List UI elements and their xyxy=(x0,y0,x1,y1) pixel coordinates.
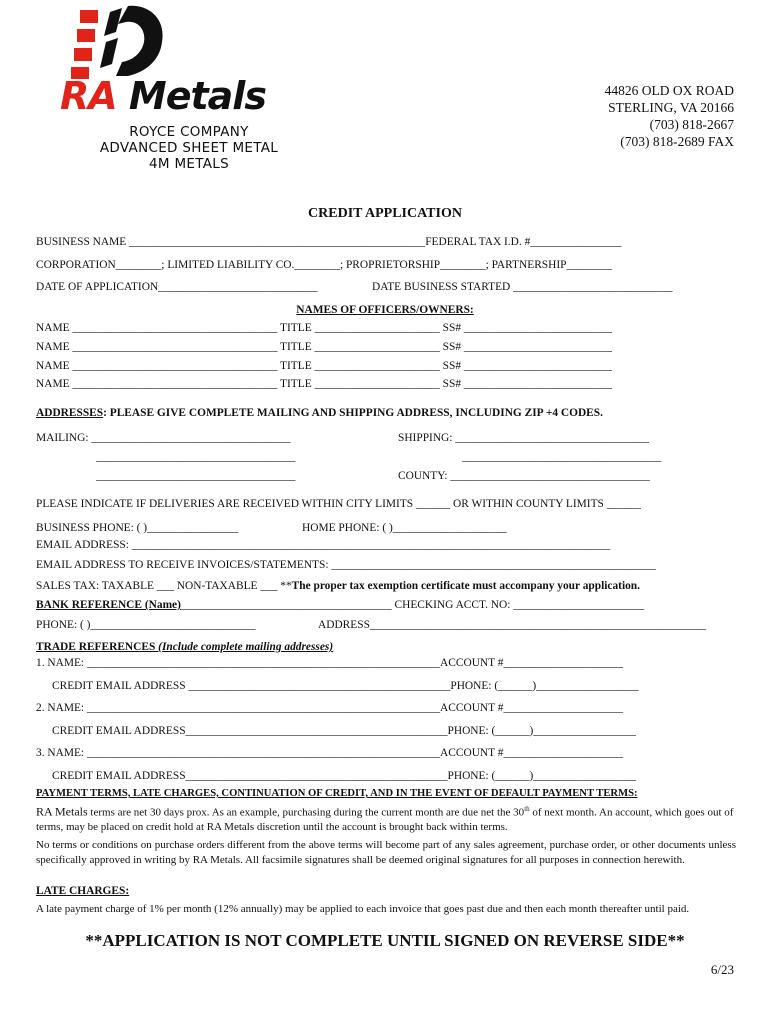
shipping-address-line-2[interactable]: ___________________________________ xyxy=(462,451,662,463)
logo-metals: Metals xyxy=(116,74,266,118)
form-title: CREDIT APPLICATION xyxy=(308,206,462,221)
officer-row[interactable]: NAME ____________________________________ TITLE ______________________ SS# __________________________ xyxy=(36,360,612,372)
address-city: STERLING, VA 20166 xyxy=(608,100,734,115)
bank-reference-label: BANK REFERENCE (Name) xyxy=(36,599,181,611)
terms-text-a: terms are net 30 days prox. As an example, purchasing during the current month are due net the 30 xyxy=(87,806,525,819)
county-line[interactable]: COUNTY: ___________________________________ xyxy=(398,470,650,482)
addresses-heading-rest: : PLEASE GIVE COMPLETE MAILING AND SHIPPING ADDRESS, INCLUDING ZIP +4 CODES. xyxy=(103,407,603,419)
business-type-line[interactable]: CORPORATION________; LIMITED LIABILITY CO.________; PROPRIETORSHIP________; PARTNERSHIP________ xyxy=(36,259,613,271)
trade-ref-name-line[interactable]: 3. NAME: ______________________________________________________________ACCOUNT #_____________________ xyxy=(36,747,624,759)
purchase-order-terms-paragraph: No terms or conditions on purchase orders different from the above terms will become part of any sales agreement, purchase order, or other documents unless specifically approved in writing by RA Metals. All facsimile signatures shall be deemed original signatures for all purposes in connection herewith. xyxy=(36,839,736,866)
terms-company: RA Metals xyxy=(36,804,88,819)
officer-row[interactable]: NAME ____________________________________ TITLE ______________________ SS# __________________________ xyxy=(36,322,612,334)
terms-text-b: of next month. An account, which goes out of terms, may be placed on credit hold at RA Metals discretion until the account is brought back within terms. xyxy=(36,806,734,834)
date-of-application-line[interactable]: DATE OF APPLICATION____________________________ xyxy=(36,281,318,293)
addresses-heading-bold: ADDRESSES xyxy=(36,407,104,419)
logo-emblem-icon xyxy=(70,2,170,80)
delivery-limits-line[interactable]: PLEASE INDICATE IF DELIVERIES ARE RECEIVED WITHIN CITY LIMITS ______ OR WITHIN COUNTY LIMITS ______ xyxy=(36,498,641,510)
trade-references-heading xyxy=(36,641,333,653)
shipping-address-line[interactable]: SHIPPING: __________________________________ xyxy=(398,432,649,444)
mailing-address-line[interactable]: MAILING: ___________________________________ xyxy=(36,432,291,444)
address-phone: (703) 818-2667 xyxy=(649,117,734,132)
trade-heading-text: TRADE REFERENCES xyxy=(36,641,156,653)
officers-heading: NAMES OF OFFICERS/OWNERS: xyxy=(296,304,474,316)
email-address-line[interactable]: EMAIL ADDRESS: ____________________________________________________________________________________ xyxy=(36,539,611,551)
addresses-heading xyxy=(36,407,603,419)
affiliate-royce: ROYCE COMPANY xyxy=(129,124,249,140)
trade-heading-note: (Include complete mailing addresses) xyxy=(155,641,334,653)
mailing-address-line-2[interactable]: ___________________________________ xyxy=(96,451,296,463)
sales-tax-note: The proper tax exemption certificate must accompany your application. xyxy=(291,580,640,592)
mailing-address-line-3[interactable]: ___________________________________ xyxy=(96,470,296,482)
logo-ra: RA xyxy=(60,74,117,118)
trade-ref-email-line[interactable]: CREDIT EMAIL ADDRESS ______________________________________________PHONE: (______)__________________ xyxy=(52,680,639,692)
sales-tax-line[interactable] xyxy=(36,580,640,592)
bank-phone-line[interactable]: PHONE: ( )_____________________________ xyxy=(36,619,256,631)
company-address xyxy=(534,82,734,150)
trade-ref-name-line[interactable]: 1. NAME: ______________________________________________________________ACCOUNT #_____________________ xyxy=(36,657,624,669)
affiliate-list xyxy=(54,124,324,172)
payment-terms-paragraph xyxy=(36,802,736,835)
payment-terms-heading: PAYMENT TERMS, LATE CHARGES, CONTINUATION OF CREDIT, AND IN THE EVENT OF DEFAULT PAYMENT TERMS: xyxy=(36,788,638,799)
signature-notice: **APPLICATION IS NOT COMPLETE UNTIL SIGNED ON REVERSE SIDE** xyxy=(85,931,685,950)
company-logo xyxy=(58,2,338,182)
trade-ref-name-line[interactable]: 2. NAME: ______________________________________________________________ACCOUNT #_____________________ xyxy=(36,702,624,714)
late-charges-paragraph: A late payment charge of 1% per month (12% annually) may be applied to each invoice that goes past due and then each month thereafter until paid. xyxy=(36,903,690,915)
officer-row[interactable]: NAME ____________________________________ TITLE ______________________ SS# __________________________ xyxy=(36,378,612,390)
bank-reference-line[interactable] xyxy=(36,599,644,611)
terms-sup: th xyxy=(524,805,530,813)
date-business-started-line[interactable]: DATE BUSINESS STARTED ____________________________ xyxy=(372,281,673,293)
bank-reference-blanks: _____________________________________ CHECKING ACCT. NO: _______________________ xyxy=(180,599,645,611)
affiliate-advanced: ADVANCED SHEET METAL xyxy=(99,140,279,156)
late-charges-heading: LATE CHARGES: xyxy=(36,885,130,897)
address-fax: (703) 818-2689 FAX xyxy=(620,134,734,149)
home-phone-line[interactable]: HOME PHONE: ( )____________________ xyxy=(302,522,507,534)
trade-ref-email-line[interactable]: CREDIT EMAIL ADDRESS______________________________________________PHONE: (______)__________________ xyxy=(52,725,636,737)
business-phone-line[interactable]: BUSINESS PHONE: ( )________________ xyxy=(36,522,239,534)
form-version: 6/23 xyxy=(710,962,734,977)
business-name-line[interactable]: BUSINESS NAME ____________________________________________________FEDERAL TAX I.D. #________________ xyxy=(36,236,622,248)
trade-ref-email-line[interactable]: CREDIT EMAIL ADDRESS______________________________________________PHONE: (______)__________________ xyxy=(52,770,636,782)
address-street: 44826 OLD OX ROAD xyxy=(604,83,734,98)
affiliate-4m: 4M METALS xyxy=(149,156,229,172)
bank-address-line[interactable]: ADDRESS___________________________________________________________ xyxy=(318,619,706,631)
officer-row[interactable]: NAME ____________________________________ TITLE ______________________ SS# __________________________ xyxy=(36,341,612,353)
sales-tax-options: SALES TAX: TAXABLE ___ NON-TAXABLE ___ ** xyxy=(36,580,292,592)
invoice-email-line[interactable]: EMAIL ADDRESS TO RECEIVE INVOICES/STATEMENTS: _________________________________________________________ xyxy=(36,559,656,571)
